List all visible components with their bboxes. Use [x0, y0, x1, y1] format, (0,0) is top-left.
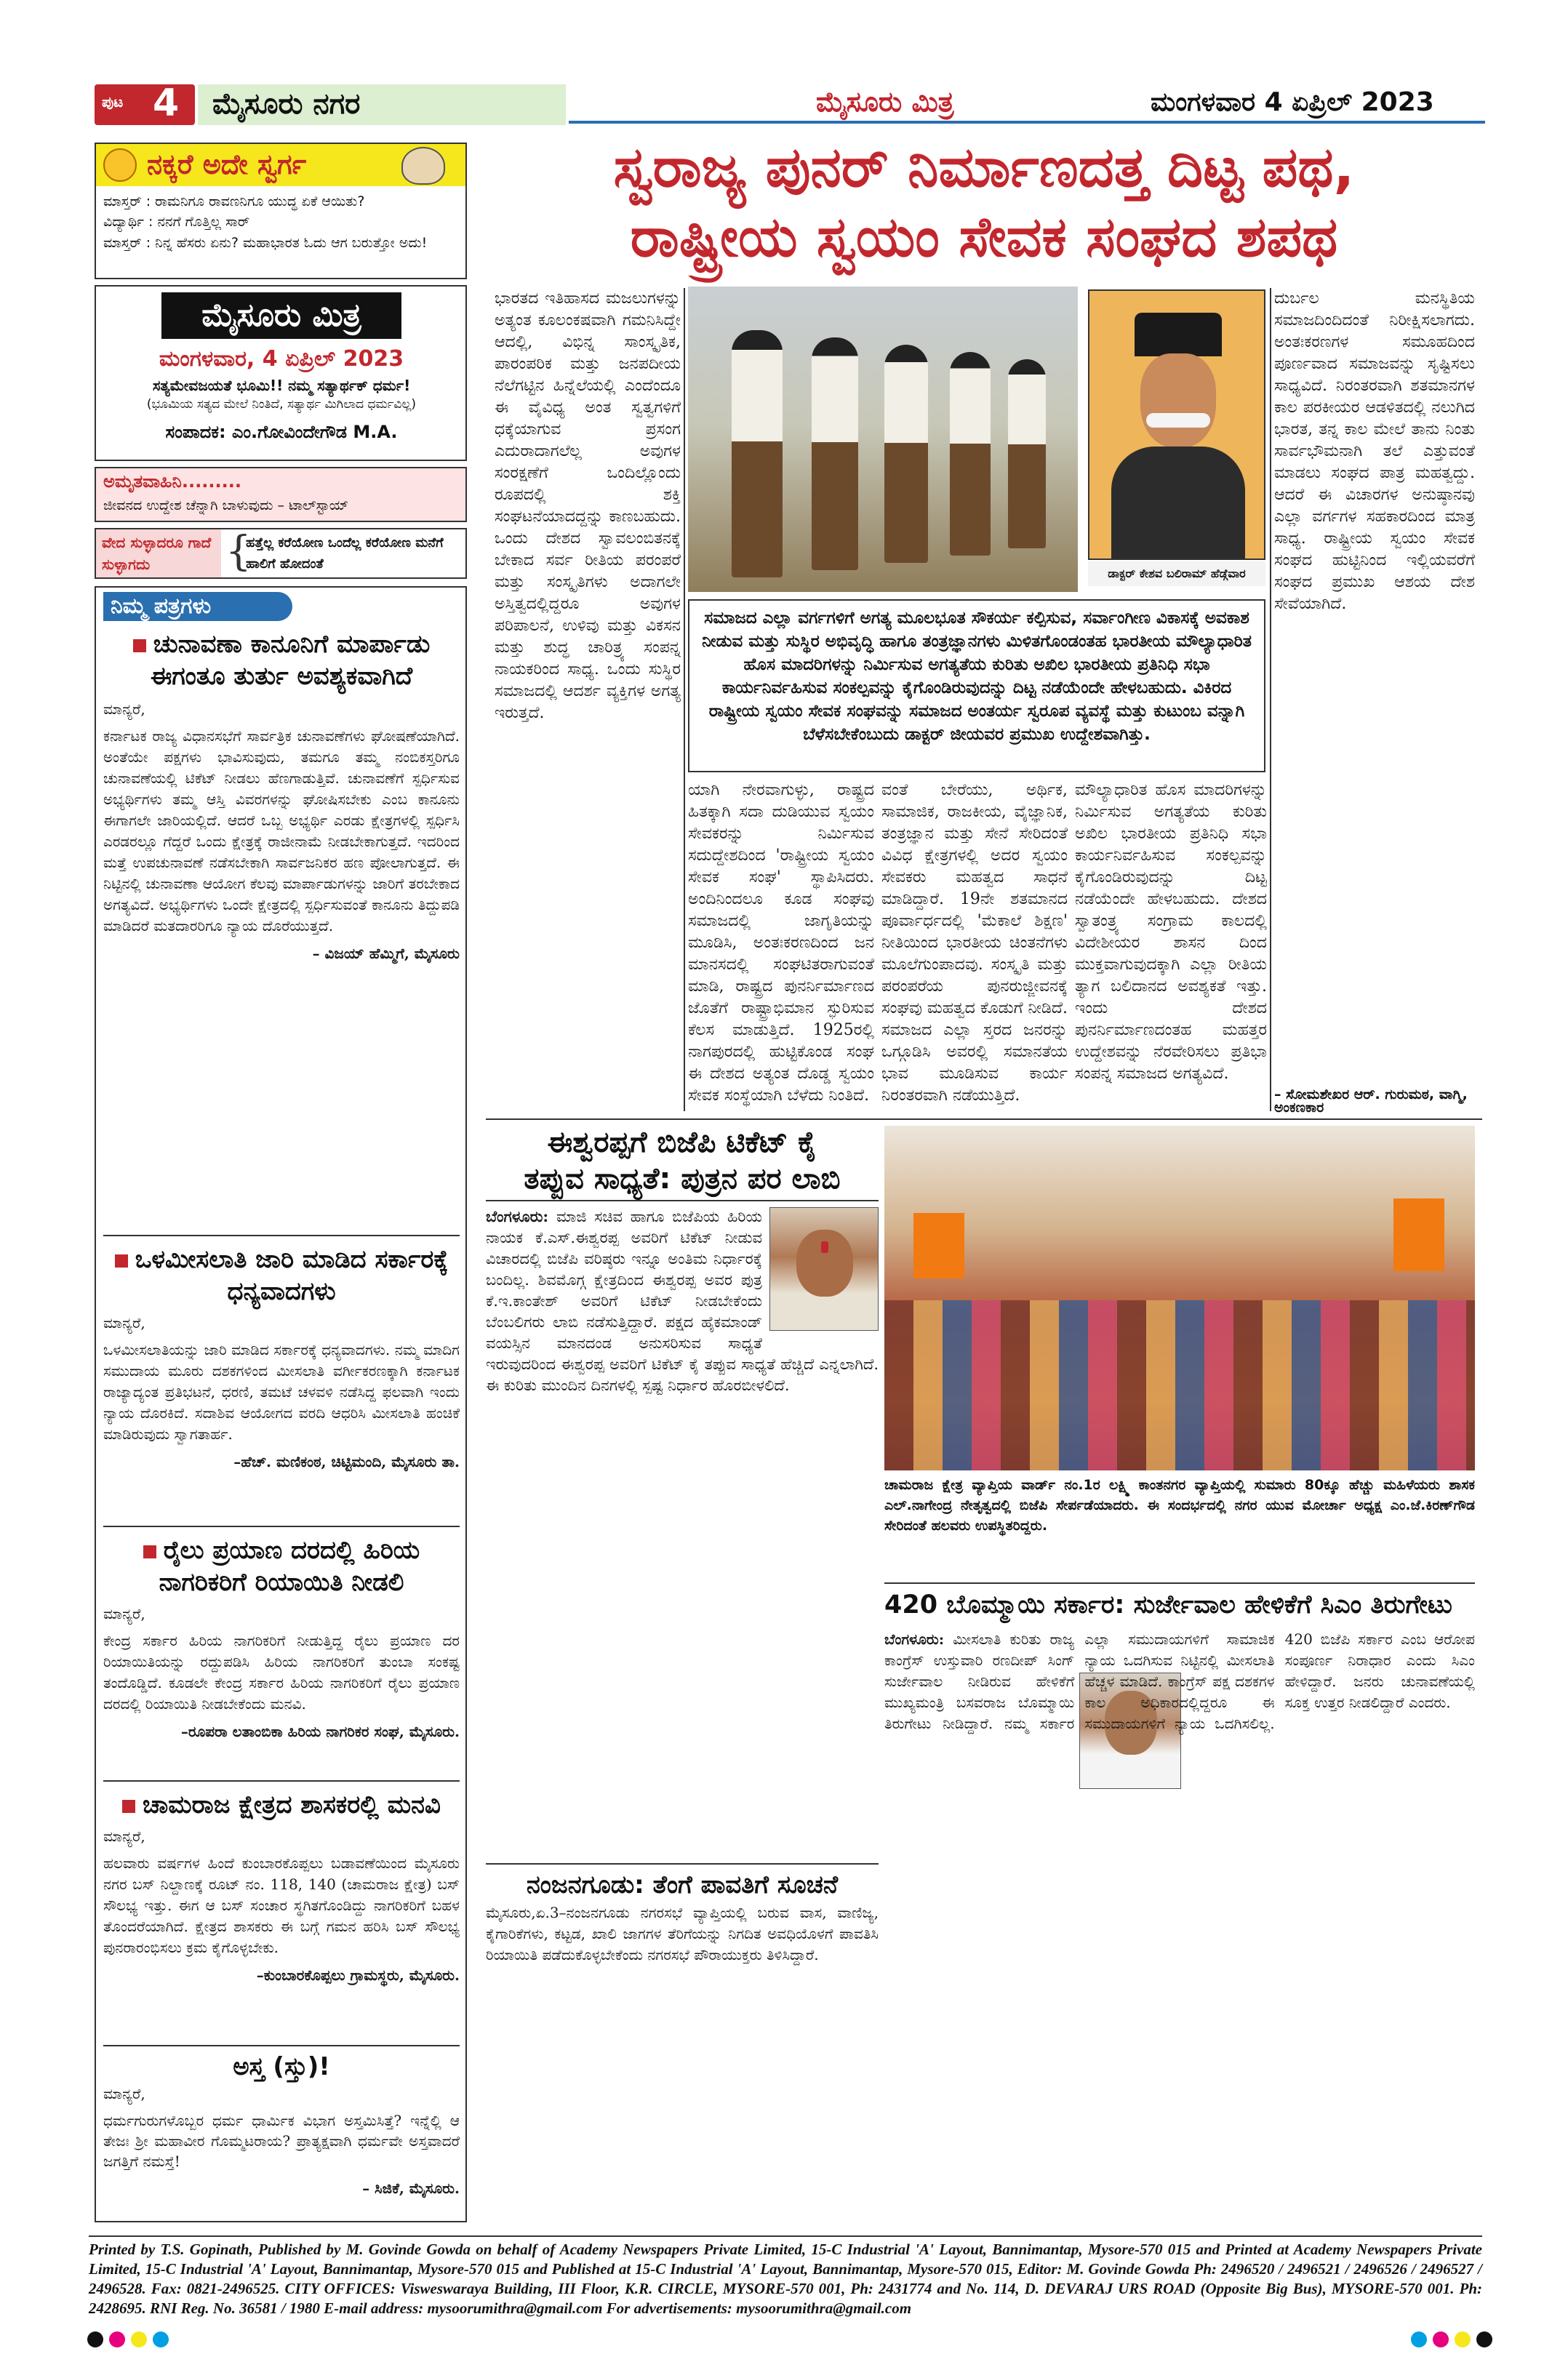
- portrait-cap: [1135, 313, 1222, 356]
- main-col-1-bottom: [688, 780, 874, 1111]
- proverb-box: [95, 528, 467, 579]
- registration-dot: [109, 2331, 125, 2347]
- cm-body: [884, 1629, 1475, 1734]
- bjp-headline-1: ಈಶ್ವರಪ್ಪಗೆ ಬಿಜೆಪಿ ಟಿಕೆಟ್ ಕೈ: [547, 1126, 817, 1159]
- marcher-figure: [812, 337, 858, 570]
- registration-dot: [1433, 2331, 1449, 2347]
- portrait-body: [1111, 447, 1245, 560]
- section-title: ಮೈಸೂರು ನಗರ: [212, 87, 361, 121]
- letter-3: [103, 1526, 460, 1766]
- footer-imprint-text: Printed by T.S. Gopinath, Published by M. Govinde Gowda on behalf of Academy Newspapers Private Limited, 15-C Industrial 'A' Layout, Bannimantap, Mysore-570 015 and Printed at Academy Newspapers Private Limited, 15-C Industrial 'A' Layout, Bannimantap, Mysore-570 015 and Published at 15-C Industrial 'A' Layout, Bannimantap, Mysore-570 015, Editor: M. Govinde Gowda Ph: 2496520 / 2496521 / 2496526 / 2496527 / 2496528. Fax: 0821-2496525. CITY OFFICES: Visweswaraya Building, III Floor, K.R. CIRCLE, MYSORE-570 001, Ph: 2431774 and No. 114, D. DEVARAJ URS ROAD (Opposite Big Bus), MYSORE-570 001. Ph: 2428695. RNI Reg. No. 36581 / 1980 E-mail address: mysoorumithra@gmail.com For advertisements: mysoorumithra@gmail.com: [89, 2241, 1482, 2317]
- float-spacer: [762, 1206, 879, 1337]
- header-date: ಮಂಗಳವಾರ 4 ಏಪ್ರಿಲ್ 2023: [1151, 87, 1434, 117]
- amrutavahini-line: ಜೀವನದ ಉದ್ದೇಶ ಚೆನ್ನಾಗಿ ಬಾಳುವುದು – ಟಾಲ್‌ಸ್ಟಾಯ್: [103, 497, 349, 513]
- joke-line-3: ಮಾಸ್ತರ್ : ನಿನ್ನ ಹೆಸರು ಏನು? ಮಹಾಭಾರತ ಓದು ಆಗ ಬರುತ್ತೋ ಅದು!: [103, 235, 428, 251]
- marcher-figure: [950, 352, 991, 556]
- pull-quote-text: ಸಮಾಜದ ಎಲ್ಲಾ ವರ್ಗಗಳಿಗೆ ಅಗತ್ಯ ಮೂಲಭೂತ ಸೌಕರ್ಯ ಕಲ್ಪಿಸುವ, ಸರ್ವಾಂಗೀಣ ವಿಕಾಸಕ್ಕೆ ಅವಕಾಶ ನೀಡುವ ಮತ್ತು ಸುಸ್ಥಿರ ಅಭಿವೃದ್ಧಿ ಹಾಗೂ ತಂತ್ರಜ್ಞಾನಗಳು ಮಿಳಿತಗೊಂಡಂತಹ ಭಾರತೀಯ ಮೌಲ್ಯಾಧಾರಿತ ಹೊಸ ಮಾದರಿಗಳನ್ನು ನಿರ್ಮಿಸುವ ಅಗತ್ಯತೆಯ ಕುರಿತು ಅಖಿಲ ಭಾರತೀಯ ಪ್ರತಿನಿಧಿ ಸಭಾ ಕಾರ್ಯನಿರ್ವಹಿಸುವ ಸಂಕಲ್ಪವನ್ನು ಕೈಗೊಂಡಿರುವುದನ್ನು ದಿಟ್ಟ ನಡೆಯೆಂದೇ ಹೇಳಬಹುದು. ವಿಕಿರದ ರಾಷ್ಟ್ರೀಯ ಸ್ವಯಂ ಸೇವಕ ಸಂಘವನ್ನು ಸಮಾಜದ ಅಂತರ್ಯ ಸ್ವರೂಪ ವ್ಯವಸ್ಥೆ ಮತ್ತು ಕುಟುಂಬ ವನ್ನಾಗಿ ಬೆಳೆಸಬೇಕೆಂಬುದು ಡಾಕ್ಟರ್ ಜೀಯವರ ಪ್ರಮುಖ ಉದ್ದೇಶವಾಗಿತ್ತು.: [702, 609, 1252, 744]
- letter-3-headline: [103, 1534, 460, 1598]
- marcher-figure: [884, 345, 928, 563]
- marcher-figure: [1008, 359, 1046, 548]
- main-col-2: [881, 780, 1068, 1111]
- red-bullet-icon: [122, 1800, 135, 1813]
- page-number: 4: [153, 81, 180, 125]
- amrutavahini-box: [95, 467, 467, 522]
- letter-3-salutation: ಮಾನ್ಯರೆ,: [103, 1605, 145, 1622]
- nanjangud-headline: ನಂಜನಗೂಡು: ತೆಂಗೆ ಪಾವತಿಗೆ ಸೂಚನೆ: [526, 1870, 839, 1899]
- proverb-left: ವೇದ ಸುಳ್ಳಾದರೂ ಗಾದೆ ಸುಳ್ಳಾಗದು: [96, 529, 221, 577]
- letter-3-headline-text: ರೈಲು ಪ್ರಯಾಣ ದರದಲ್ಲಿ ಹಿರಿಯ ನಾಗರಿಕರಿಗೆ ರಿಯಾಯಿತಿ ನೀಡಲಿ: [159, 1536, 420, 1597]
- letter-4: [103, 1780, 460, 2035]
- letter-1-headline: [103, 628, 460, 692]
- masthead-editor: ಸಂಪಾದಕ: ಎಂ.ಗೋವಿಂದೇಗೌಡ M.A.: [165, 422, 398, 442]
- masthead-motto: ಸತ್ಯಮೇವಜಯತೆ ಭೂಮಿ!! ನಮ್ಮ ಸತ್ಯಾರ್ಥಕ್ ಧರ್ಮ!: [152, 377, 411, 394]
- crowd-row: [884, 1300, 1475, 1470]
- bjp-flag: [1393, 1198, 1444, 1271]
- bjp-flag: [913, 1213, 964, 1278]
- red-bullet-icon: [133, 639, 146, 652]
- rss-march-photo: [688, 287, 1078, 592]
- pull-quote-box: [688, 599, 1265, 772]
- letter-4-signature: –ಕುಂಬಾರಕೊಪ್ಪಲು ಗ್ರಾಮಸ್ಥರು, ಮೈಸೂರು.: [256, 1966, 460, 1984]
- main-col-4-text: ದುರ್ಬಲ ಮನಸ್ಥಿತಿಯ ಸಮಾಜದಿಂದಿದಂತೆ ನಿರೀಕ್ಷಿಸಲಾಗದು. ಅಂತಃಕರಣಗಳ ಸಮೂಹದಿಂದ ಪೂರ್ಣವಾದ ಸಮಾಜವನ್ನು ಸೃಷ್ಟಿಸಲು ಸಾಧ್ಯವಿದೆ. ನಿರಂತರವಾಗಿ ಶತಮಾನಗಳ ಕಾಲ ಪರಕೀಯರ ಆಡಳಿತದಲ್ಲಿ ನಲುಗಿದ ಭಾರತ, ತನ್ನ ಕಾಲ ಮೇಲೆ ತಾನು ನಿಂತು ಸಾರ್ವಭೌಮನಾಗಿ ತಲೆ ಎತ್ತುವಂತೆ ಮಾಡಲು ಸಂಘದ ಪಾತ್ರ ಮಹತ್ವದ್ದು. ಆದರೆ ಈ ವಿಚಾರಗಳ ಅನುಷ್ಠಾನವು ಎಲ್ಲಾ ವರ್ಗಗಳ ಸಹಕಾರದಿಂದ ಮಾತ್ರ ಸಾಧ್ಯ. ರಾಷ್ಟ್ರೀಯ ಸ್ವಯಂ ಸೇವಕ ಸಂಘದ ಹುಟ್ಟಿನಿಂದ ಇಲ್ಲಿಯವರೆಗೆ ಸಂಘದ ಪ್ರಮುಖ ಆಶಯ ದೇಶ ಸೇವೆಯಾಗಿದೆ.: [1274, 289, 1475, 613]
- letter-5-body: ಧರ್ಮಗುರುಗಳೊಬ್ಬರ ಧರ್ಮ ಧಾರ್ಮಿಕ ವಿಭಾಗ ಅಸ್ತಮಿಸಿತ್ತೆ? ಇನ್ನೆಲ್ಲಿ ಆ ತೇಜಃ ಶ್ರೀ ಮಹಾವೀರ ಗೊಮ್ಮಟರಾಯ? ಪ್ರಾತ್ಯಕ್ಷವಾಗಿ ಧರ್ಮವೇ ಅಸ್ತವಾದರೆ ಜಗತ್ತಿಗೆ ನಮಸ್ತೆ!: [103, 2112, 460, 2170]
- joke-line-1: ಮಾಸ್ತರ್ : ರಾಮನಿಗೂ ರಾವಣನಿಗೂ ಯುದ್ಧ ಏಕೆ ಆಯಿತು?: [103, 193, 365, 209]
- column-rule: [1270, 288, 1271, 1111]
- letter-1-salutation: ಮಾನ್ಯರೆ,: [103, 700, 145, 718]
- masthead-date: ಮಂಗಳವಾರ, 4 ಏಪ್ರಿಲ್ 2023: [159, 346, 404, 372]
- letter-1-headline-text: ಚುನಾವಣಾ ಕಾನೂನಿಗೆ ಮಾರ್ಪಾಡು ಈಗಂತೂ ತುರ್ತು ಅವಶ್ಯಕವಾಗಿದೆ: [150, 630, 431, 691]
- page-header: [89, 80, 1485, 128]
- bjp-dateline: ಬೆಂಗಳೂರು:: [486, 1207, 549, 1225]
- column-rule: [684, 288, 685, 1111]
- masthead-small: ಮೈಸೂರು ಮಿತ್ರ: [816, 86, 954, 118]
- proverb-right: ಹತ್ತೆಲ್ಲ ಕರೆಯೋಣ ಒಂದೆಲ್ಲ ಕರೆಯೋಣ ಮನೆಗೆ ಹಾಲಿಗೆ ಹೋದಂತೆ: [246, 535, 444, 572]
- main-headline: [486, 132, 1482, 278]
- joke-title-bar: [96, 144, 465, 186]
- letter-5: [103, 2045, 460, 2217]
- main-col-1-top-text: ಭಾರತದ ಇತಿಹಾಸದ ಮಜಲುಗಳನ್ನು ಅತ್ಯಂತ ಕೂಲಂಕಷವಾಗಿ ಗಮನಿಸಿದ್ದೇ ಆದಲ್ಲಿ, ವಿಭಿನ್ನ ಸಾಂಸ್ಕೃತಿಕ, ಪಾರಂಪರಿಕ ಮತ್ತು ಜನಪದೀಯ ನೆಲೆಗಟ್ಟಿನ ಹಿನ್ನೆಲೆಯಲ್ಲಿ ಎಂದೆಂದೂ ಈ ವೈವಿಧ್ಯ ಅಂತ ಸ್ವತ್ವಗಳಿಗೆ ಧಕ್ಕೆಯಾಗುವ ಪ್ರಸಂಗ ಎದುರಾದಾಗಲೆಲ್ಲ ಅವುಗಳ ಸಂರಕ್ಷಣೆಗೆ ಒಂದಿಲ್ಲೊಂದು ರೂಪದಲ್ಲಿ ಶಕ್ತಿ ಸಂಘಟನೆಯಾದದ್ದನ್ನು ಕಾಣಬಹುದು. ಒಂದು ದೇಶದ ಸ್ವಾವಲಂಬಿತನಕ್ಕೆ ಬೇಕಾದ ಸರ್ವ ರೀತಿಯ ಪರಂಪರೆ ಮತ್ತು ಸಂಸ್ಕೃತಿಗಳು ಅದಾಗಲೇ ಅಸ್ತಿತ್ವದಲ್ಲಿದ್ದರೂ ಅವುಗಳ ಪರಿಪಾಲನೆ, ಉಳಿವು ಮತ್ತು ವಿಕಸನ ಮತ್ತು ಶುದ್ಧ ಚಾರಿತ್ರ್ಯ ಸಂಪನ್ನ ನಾಯಕರಿಂದ ಸಾಧ್ಯ. ಒಂದು ಸುಸ್ಥಿರ ಸಮಾಜದಲ್ಲಿ ಆದರ್ಶ ವ್ಯಕ್ತಿಗಳ ಅಗತ್ಯ ಇರುತ್ತದೆ.: [495, 289, 681, 722]
- letter-2-salutation: ಮಾನ್ಯರೆ,: [103, 1314, 145, 1332]
- letter-1-signature: – ವಿಜಯ್ ಹೆಮ್ಮಿಗೆ, ಮೈಸೂರು: [312, 945, 460, 962]
- hedgewar-portrait: [1088, 289, 1265, 560]
- portrait-mustache: [1146, 413, 1210, 428]
- registration-dot: [153, 2331, 169, 2347]
- main-col-1-bottom-text: ಯಾಗಿ ನೇರವಾಗುಳ್ಳು, ರಾಷ್ಟ್ರದ ಹಿತಕ್ಕಾಗಿ ಸದಾ ದುಡಿಯುವ ಸ್ವಯಂ ಸೇವಕರನ್ನು ನಿರ್ಮಿಸುವ ಸದುದ್ದೇಶದಿಂದ 'ರಾಷ್ಟ್ರೀಯ ಸ್ವಯಂ ಸೇವಕ ಸಂಘ' ಸ್ಥಾಪಿಸಿದರು. ಅಂದಿನಿಂದಲೂ ಕೂಡ ಸಂಘವು ಸಮಾಜದಲ್ಲಿ ಜಾಗೃತಿಯನ್ನು ಮೂಡಿಸಿ, ಅಂತಃಕರಣದಿಂದ ಜನ ಮಾನಸದಲ್ಲಿ ಸಂಘಟಿತರಾಗುವಂತೆ ಮಾಡಿ, ರಾಷ್ಟ್ರದ ಪುನರ್ನಿರ್ಮಾಣದ ಜೊತೆಗೆ ರಾಷ್ಟ್ರಾಭಿಮಾನ ಸ್ಫುರಿಸುವ ಕೆಲಸ ಮಾಡುತ್ತಿದೆ. 1925ರಲ್ಲಿ ನಾಗಪುರದಲ್ಲಿ ಹುಟ್ಟಿಕೊಂಡ ಸಂಘ ಈ ದೇಶದ ಅತ್ಯಂತ ದೊಡ್ಡ ಸ್ವಯಂ ಸೇವಕ ಸಂಸ್ಥೆಯಾಗಿ ಬೆಳೆದು ನಿಂತಿದೆ.: [688, 781, 874, 1105]
- registration-dot: [1455, 2331, 1471, 2347]
- nanjangud-body: ಮೈಸೂರು,ಏ.3–ನಂಜನಗೂಡು ನಗರಸಭೆ ವ್ಯಾಪ್ತಿಯಲ್ಲಿ ಬರುವ ವಾಸ, ವಾಣಿಜ್ಯ, ಕೈಗಾರಿಕೆಗಳು, ಕಟ್ಟಡ, ಖಾಲಿ ಜಾಗಗಳ ತೆರಿಗೆಯನ್ನು ನಿಗದಿತ ಅವಧಿಯೊಳಗೆ ಪಾವತಿಸಿ ರಿಯಾಯಿತಿ ಪಡೆದುಕೊಳ್ಳಬೇಕೆಂದು ನಗರಸಭೆ ಪೌರಾಯುಕ್ತರು ತಿಳಿಸಿದ್ದಾರೆ.: [486, 1904, 879, 1963]
- masthead-box: [95, 285, 467, 461]
- red-bullet-icon: [143, 1545, 156, 1558]
- cm-headline: 420 ಬೊಮ್ಮಾಯಿ ಸರ್ಕಾರ: ಸುರ್ಜೇವಾಲ ಹೇಳಿಕೆಗೆ ಸಿಎಂ ತಿರುಗೇಟು: [884, 1590, 1452, 1620]
- masthead-tagline: (ಭೂಮಿಯ ಸತ್ಯದ ಮೇಲೆ ನಿಂತಿದೆ, ಸತ್ಯಾರ್ಥ ಮಿಗಿಲಾದ ಧರ್ಮವಿಲ್ಲ): [146, 397, 417, 412]
- section-rule: [486, 1118, 1482, 1120]
- letter-2: [103, 1235, 460, 1511]
- laughing-emoji-icon: [103, 148, 137, 182]
- letter-1: [103, 628, 460, 1225]
- letters-section: [95, 586, 467, 2222]
- proverb-brace: {: [225, 528, 252, 575]
- letter-3-signature: –ರೂಪರಾ ಲತಾಂಬಿಕಾ ಹಿರಿಯ ನಾಗರಿಕರ ಸಂಘ, ಮೈಸೂರು.: [180, 1723, 460, 1740]
- section-banner: [198, 84, 566, 125]
- main-col-3-text: ಮೌಲ್ಯಾಧಾರಿತ ಹೊಸ ಮಾದರಿಗಳನ್ನು ನಿರ್ಮಿಸುವ ಅಗತ್ಯತೆಯ ಕುರಿತು ಅಖಿಲ ಭಾರತೀಯ ಪ್ರತಿನಿಧಿ ಸಭಾ ಕಾರ್ಯನಿರ್ವಹಿಸುವ ಸಂಕಲ್ಪವನ್ನು ಕೈಗೊಂಡಿರುವುದನ್ನು ದಿಟ್ಟ ನಡೆಯೆಂದೇ ಹೇಳಬಹುದು. ದೇಶದ ಸ್ವಾತಂತ್ರ್ಯ ಸಂಗ್ರಾಮ ಕಾಲದಲ್ಲಿ ವಿದೇಶೀಯರ ಶಾಸನ ದಿಂದ ಮುಕ್ತವಾಗುವುದಕ್ಕಾಗಿ ಎಲ್ಲಾ ರೀತಿಯ ತ್ಯಾಗ ಬಲಿದಾನದ ಅವಶ್ಯಕತೆ ಇತ್ತು. ಇಂದು ದೇಶದ ಪುನರ್ನಿರ್ಮಾಣದಂತಹ ಮಹತ್ತರ ಉದ್ದೇಶವನ್ನು ನೆರವೇರಿಸಲು ಪ್ರತಿಭಾ ಸಂಪನ್ನ ಸಮಾಜದ ಅಗತ್ಯವಿದೆ.: [1075, 781, 1267, 1083]
- portrait-face: [1140, 353, 1216, 448]
- joke-line-2: ವಿದ್ಯಾರ್ಥಿ : ನನಗೆ ಗೊತ್ತಿಲ್ಲ ಸಾರ್: [103, 214, 250, 230]
- main-col-2-text: ವಂತೆ ಬೇರೆಯು, ಅರ್ಥಿಕ, ಸಾಮಾಜಿಕ, ರಾಜಕೀಯ, ವೈಜ್ಞಾನಿಕ, ತಂತ್ರಜ್ಞಾನ ಮತ್ತು ಸೇನೆ ಸೇರಿದಂತೆ ವಿವಿಧ ಕ್ಷೇತ್ರಗಳಲ್ಲಿ ಅದರ ಸ್ವಯಂ ಸೇವಕರು ಮಹತ್ವದ ಸಾಧನೆ ಮಾಡಿದ್ದಾರೆ. 19ನೇ ಶತಮಾನದ ಪೂರ್ವಾರ್ಧದಲ್ಲಿ 'ಮೆಕಾಲೆ ಶಿಕ್ಷಣ' ನೀತಿಯಿಂದ ಭಾರತೀಯ ಚಿಂತನೆಗಳು ಮೂಲೆಗುಂಪಾದವು. ಸಂಸ್ಕೃತಿ ಮತ್ತು ಪರಂಪರೆಯ ಪುನರುಜ್ಜೀವನಕ್ಕೆ ಸಂಘವು ಮಹತ್ವದ ಕೊಡುಗೆ ನೀಡಿದೆ. ಸಮಾಜದ ಎಲ್ಲಾ ಸ್ತರದ ಜನರನ್ನು ಒಗ್ಗೂಡಿಸಿ ಅವರಲ್ಲಿ ಸಮಾನತೆಯ ಭಾವ ಮೂಡಿಸುವ ಕಾರ್ಯ ನಿರಂತರವಾಗಿ ನಡೆಯುತ್ತಿದೆ.: [881, 781, 1068, 1105]
- red-bullet-icon: [115, 1254, 128, 1268]
- header-rule: [569, 121, 1485, 124]
- amrutavahini-title: ಅಮೃತವಾಹಿನಿ.........: [103, 471, 241, 492]
- main-headline-line-2: ರಾಷ್ಟ್ರೀಯ ಸ್ವಯಂ ಸೇವಕ ಸಂಘದ ಶಪಥ: [630, 204, 1338, 269]
- main-col-4: [1274, 288, 1475, 1088]
- bjp-headline-2: ತಪ್ಪುವ ಸಾಧ್ಯತೆ: ಪುತ್ರನ ಪರ ಲಾಬಿ: [486, 1161, 879, 1201]
- letter-5-headline: ಅಸ್ತ (ಸ್ತು)!: [233, 2052, 330, 2081]
- letter-5-signature: – ಸಿಜಿಕೆ, ಮೈಸೂರು.: [362, 2179, 460, 2197]
- cm-body-wrap: [884, 1629, 1475, 1978]
- bjp-joining-photo: [884, 1126, 1475, 1470]
- masthead-logo: ಮೈಸೂರು ಮಿತ್ರ: [161, 292, 401, 339]
- bjp-body-wrap: [486, 1206, 879, 1857]
- cartoon-figure-icon: [401, 147, 445, 185]
- page-label: ಪುಟ: [102, 93, 124, 111]
- letter-2-headline: [103, 1244, 460, 1308]
- main-col-1-top: [495, 288, 681, 1111]
- letter-4-body: ಹಲವಾರು ವರ್ಷಗಳ ಹಿಂದೆ ಕುಂಬಾರಕೊಪ್ಪಲು ಬಡಾವಣೆಯಿಂದ ಮೈಸೂರು ನಗರ ಬಸ್ ನಿಲ್ದಾಣಕ್ಕೆ ರೂಟ್ ನಂ. 118, 140 (ಚಾಮರಾಜ ಕ್ಷೇತ್ರ) ಬಸ್ ಸೌಲಭ್ಯ ಇತ್ತು. ಈಗ ಆ ಬಸ್ ಸಂಚಾರ ಸ್ಥಗಿತಗೊಂಡಿದ್ದು ನಾಗರಿಕರಿಗೆ ಬಹಳ ತೊಂದರೆಯಾಗಿದೆ. ಕ್ಷೇತ್ರದ ಶಾಸಕರು ಈ ಬಗ್ಗೆ ಗಮನ ಹರಿಸಿ ಬಸ್ ಸೌಲಭ್ಯ ಪುನರಾರಂಭಿಸಲು ಕ್ರಮ ಕೈಗೊಳ್ಳಬೇಕು.: [103, 1854, 460, 1956]
- main-headline-line-1: ಸ್ವರಾಜ್ಯ ಪುನರ್ ನಿರ್ಮಾಣದತ್ತ ದಿಟ್ಟ ಪಥ,: [613, 135, 1355, 199]
- joke-box: [95, 143, 467, 279]
- letter-2-headline-text: ಒಳಮೀಸಲಾತಿ ಜಾರಿ ಮಾಡಿದ ಸರ್ಕಾರಕ್ಕೆ ಧನ್ಯವಾದಗಳು: [135, 1245, 449, 1306]
- bjp-story: [486, 1124, 879, 1857]
- registration-dot: [1476, 2331, 1492, 2347]
- letter-4-salutation: ಮಾನ್ಯರೆ,: [103, 1827, 145, 1845]
- letter-4-headline-text: ಚಾಮರಾಜ ಕ್ಷೇತ್ರದ ಶಾಸಕರಲ್ಲಿ ಮನವಿ: [143, 1790, 441, 1819]
- nanjangud-story: [486, 1867, 879, 1995]
- registration-dot: [131, 2331, 147, 2347]
- cm-dateline: ಬೆಂಗಳೂರು:: [884, 1630, 945, 1648]
- main-byline: – ಸೋಮಶೇಖರ ಆರ್. ಗುರುಮಠ, ವಾಗ್ಮಿ, ಅಂಕಣಕಾರ: [1274, 1086, 1468, 1116]
- letter-1-body: ಕರ್ನಾಟಕ ರಾಜ್ಯ ವಿಧಾನಸಭೆಗೆ ಸಾರ್ವತ್ರಿಕ ಚುನಾವಣೆಗಳು ಘೋಷಣೆಯಾಗಿದೆ. ಅಂತೆಯೇ ಪಕ್ಷಗಳು ಭಾವಿಸುವುದು, ತಮಗೂ ತಮ್ಮ ನಂಬಿಕಸ್ತರಿಗೂ ಚುನಾವಣೆಯಲ್ಲಿ ಟಿಕೆಟ್ ನೀಡಲು ಹೆಣಗಾಡುತ್ತಿವೆ. ಚುನಾವಣೆಗೆ ಸ್ಪರ್ಧಿಸುವ ಅಭ್ಯರ್ಥಿಗಳು ತಮ್ಮ ಆಸ್ತಿ ವಿವರಗಳನ್ನು ಘೋಷಿಸಬೇಕು ಎಂಬ ಕಾನೂನು ಈಗಾಗಲೇ ಜಾರಿಯಲ್ಲಿದೆ. ಆದರೆ ಒಬ್ಬ ಅಭ್ಯರ್ಥಿ ಎರಡು ಕ್ಷೇತ್ರಗಳಲ್ಲಿ ಸ್ಪರ್ಧಿಸಿ ಎರಡರಲ್ಲೂ ಗೆದ್ದರೆ ಒಂದು ಕ್ಷೇತ್ರಕ್ಕೆ ರಾಜೀನಾಮೆ ನೀಡಬೇಕಾಗುತ್ತದೆ. ಇದರಿಂದ ಮತ್ತೆ ಉಪಚುನಾವಣೆ ನಡೆಸಬೇಕಾಗಿ ಸಾರ್ವಜನಿಕರ ಹಣ ಪೋಲಾಗುತ್ತದೆ. ಈ ನಿಟ್ಟಿನಲ್ಲಿ ಚುನಾವಣಾ ಆಯೋಗ ಕೆಲವು ಮಾರ್ಪಾಡುಗಳನ್ನು ಜಾರಿಗೆ ತರಬೇಕಾದ ಅಗತ್ಯವಿದೆ. ಅಭ್ಯರ್ಥಿಗಳು ಒಂದೇ ಕ್ಷೇತ್ರದಲ್ಲಿ ಸ್ಪರ್ಧಿಸುವಂತೆ ಕಾನೂನು ತಿದ್ದುಪಡಿ ಮಾಡಿದರೆ ಮತದಾರರಿಗೂ ನ್ಯಾಯ ದೊರೆಯುತ್ತದೆ.: [103, 727, 460, 934]
- portrait-caption: ಡಾಕ್ಟರ್ ಕೇಶವ ಬಲಿರಾಮ್ ಹೆಡ್ಗೆವಾರ: [1088, 561, 1265, 586]
- main-col-3: [1075, 780, 1267, 1111]
- letter-3-body: ಕೇಂದ್ರ ಸರ್ಕಾರ ಹಿರಿಯ ನಾಗರಿಕರಿಗೆ ನೀಡುತ್ತಿದ್ದ ರೈಲು ಪ್ರಯಾಣ ದರ ರಿಯಾಯಿತಿಯನ್ನು ರದ್ದುಪಡಿಸಿ ಹಿರಿಯ ನಾಗರಿಕರಿಗೆ ತುಂಬಾ ಸಂಕಷ್ಟ ತಂದೊಡ್ಡಿದೆ. ಕೂಡಲೇ ಕೇಂದ್ರ ಸರ್ಕಾರ ಹಿರಿಯ ನಾಗರಿಕರಿಗೆ ರೈಲು ಪ್ರಯಾಣ ದರದಲ್ಲಿ ರಿಯಾಯಿತಿ ನೀಡಬೇಕೆಂದು ಮನವಿ.: [103, 1632, 460, 1713]
- letter-5-salutation: ಮಾನ್ಯರೆ,: [103, 2085, 145, 2102]
- footer-imprint: [89, 2240, 1482, 2317]
- cm-story: [884, 1585, 1475, 1993]
- letters-section-title: ನಿಮ್ಮ ಪತ್ರಗಳು: [103, 592, 292, 621]
- left-column: [89, 137, 473, 2228]
- letter-2-body: ಒಳಮೀಸಲಾತಿಯನ್ನು ಜಾರಿ ಮಾಡಿದ ಸರ್ಕಾರಕ್ಕೆ ಧನ್ಯವಾದಗಳು. ನಮ್ಮ ಮಾದಿಗ ಸಮುದಾಯ ಮೂರು ದಶಕಗಳಿಂದ ಮೀಸಲಾತಿ ವರ್ಗೀಕರಣಕ್ಕಾಗಿ ಕರ್ನಾಟಕ ರಾಜ್ಯಾದ್ಯಂತ ಪ್ರತಿಭಟನೆ, ಧರಣಿ, ತಮಟೆ ಚಳವಳಿ ನಡೆಸಿದ್ದ ಫಲವಾಗಿ ಇಂದು ನ್ಯಾಯ ದೊರಕಿದೆ. ಸದಾಶಿವ ಆಯೋಗದ ವರದಿ ಆಧರಿಸಿ ಮೀಸಲಾತಿ ಹಂಚಿಕೆ ಮಾಡಿರುವುದು ಸ್ವಾಗತಾರ್ಹ.: [103, 1341, 460, 1443]
- page-number-box: [95, 81, 195, 125]
- section-rule: [884, 1582, 1475, 1584]
- footer-rule: [89, 2235, 1482, 2237]
- bjp-body-text: ಮಾಜಿ ಸಚಿವ ಹಾಗೂ ಬಿಜೆಪಿಯ ಹಿರಿಯ ನಾಯಕ ಕೆ.ಎಸ್.ಈಶ್ವರಪ್ಪ ಅವರಿಗೆ ಟಿಕೆಟ್ ನೀಡುವ ವಿಚಾರದಲ್ಲಿ ಬಿಜೆಪಿ ವರಿಷ್ಠರು ಇನ್ನೂ ಅಂತಿಮ ನಿರ್ಧಾರಕ್ಕೆ ಬಂದಿಲ್ಲ. ಶಿವಮೊಗ್ಗ ಕ್ಷೇತ್ರದಿಂದ ಈಶ್ವರಪ್ಪ ಅವರ ಪುತ್ರ ಕೆ.ಇ.ಕಾಂತೇಶ್ ಅವರಿಗೆ ಟಿಕೆಟ್ ನೀಡಬೇಕೆಂದು ಬೆಂಬಲಿಗರು ಲಾಬಿ ನಡೆಸುತ್ತಿದ್ದಾರೆ. ಪಕ್ಷದ ಹೈಕಮಾಂಡ್ ವಯಸ್ಸಿನ ಮಾನದಂಡ ಅನುಸರಿಸುವ ಸಾಧ್ಯತೆ ಇರುವುದರಿಂದ ಈಶ್ವರಪ್ಪ ಅವರಿಗೆ ಟಿಕೆಟ್ ಕೈ ತಪ್ಪುವ ಸಾಧ್ಯತೆ ಹೆಚ್ಚಿದೆ ಎನ್ನಲಾಗಿದೆ. ಈ ಕುರಿತು ಮುಂದಿನ ದಿನಗಳಲ್ಲಿ ಸ್ಪಷ್ಟ ನಿರ್ಧಾರ ಹೊರಬೀಳಲಿದೆ.: [486, 1208, 879, 1394]
- marcher-figure: [732, 330, 783, 577]
- cm-body-text: ಮೀಸಲಾತಿ ಕುರಿತು ರಾಜ್ಯ ಕಾಂಗ್ರೆಸ್ ಉಸ್ತುವಾರಿ ರಣದೀಪ್ ಸಿಂಗ್ ಸುರ್ಜೇವಾಲ ನೀಡಿರುವ ಹೇಳಿಕೆಗೆ ಮುಖ್ಯಮಂತ್ರಿ ಬಸವರಾಜ ಬೊಮ್ಮಾಯಿ ತಿರುಗೇಟು ನೀಡಿದ್ದಾರೆ. ನಮ್ಮ ಸರ್ಕಾರ ಎಲ್ಲಾ ಸಮುದಾಯಗಳಿಗೆ ಸಾಮಾಜಿಕ ನ್ಯಾಯ ಒದಗಿಸುವ ನಿಟ್ಟಿನಲ್ಲಿ ಮೀಸಲಾತಿ ಹೆಚ್ಚಳ ಮಾಡಿದೆ. ಕಾಂಗ್ರೆಸ್ ಪಕ್ಷ ದಶಕಗಳ ಕಾಲ ಅಧಿಕಾರದಲ್ಲಿದ್ದರೂ ಈ ಸಮುದಾಯಗಳಿಗೆ ನ್ಯಾಯ ಒದಗಿಸಲಿಲ್ಲ. 420 ಬಿಜೆಪಿ ಸರ್ಕಾರ ಎಂಬ ಆರೋಪ ಸಂಪೂರ್ಣ ನಿರಾಧಾರ ಎಂದು ಸಿಎಂ ಹೇಳಿದ್ದಾರೆ. ಜನರು ಚುನಾವಣೆಯಲ್ಲಿ ಸೂಕ್ತ ಉತ್ತರ ನೀಡಲಿದ್ದಾರೆ ಎಂದರು.: [884, 1630, 1475, 1732]
- joke-title: ನಕ್ಕರೆ ಅದೇ ಸ್ವರ್ಗ: [147, 148, 307, 180]
- photo-caption: ಚಾಮರಾಜ ಕ್ಷೇತ್ರ ವ್ಯಾಪ್ತಿಯ ವಾರ್ಡ್ ನಂ.1ರ ಲಕ್ಷ್ಮಿ ಕಾಂತನಗರ ವ್ಯಾಪ್ತಿಯಲ್ಲಿ ಸುಮಾರು 80ಕ್ಕೂ ಹೆಚ್ಚು ಮಹಿಳೆಯರು ಶಾಸಕ ಎಲ್.ನಾಗೇಂದ್ರ ನೇತೃತ್ವದಲ್ಲಿ ಬಿಜೆಪಿ ಸೇರ್ಪಡೆಯಾದರು. ಈ ಸಂದರ್ಭದಲ್ಲಿ ನಗರ ಯುವ ಮೋರ್ಚಾ ಅಧ್ಯಕ್ಷ ಎಂ.ಜೆ.ಕಿರಣ್‌ಗೌಡ ಸೇರಿದಂತೆ ಹಲವರು ಉಪಸ್ಥಿತರಿದ್ದರು.: [884, 1477, 1475, 1534]
- registration-dot: [87, 2331, 103, 2347]
- section-rule: [486, 1863, 879, 1865]
- letter-4-headline: [103, 1789, 460, 1821]
- letter-2-signature: –ಹೆಚ್. ಮಣಿಕಂಠ, ಚಿಟ್ಟಿಮಂದಿ, ಮೈಸೂರು ತಾ.: [233, 1453, 460, 1470]
- registration-dot: [1411, 2331, 1427, 2347]
